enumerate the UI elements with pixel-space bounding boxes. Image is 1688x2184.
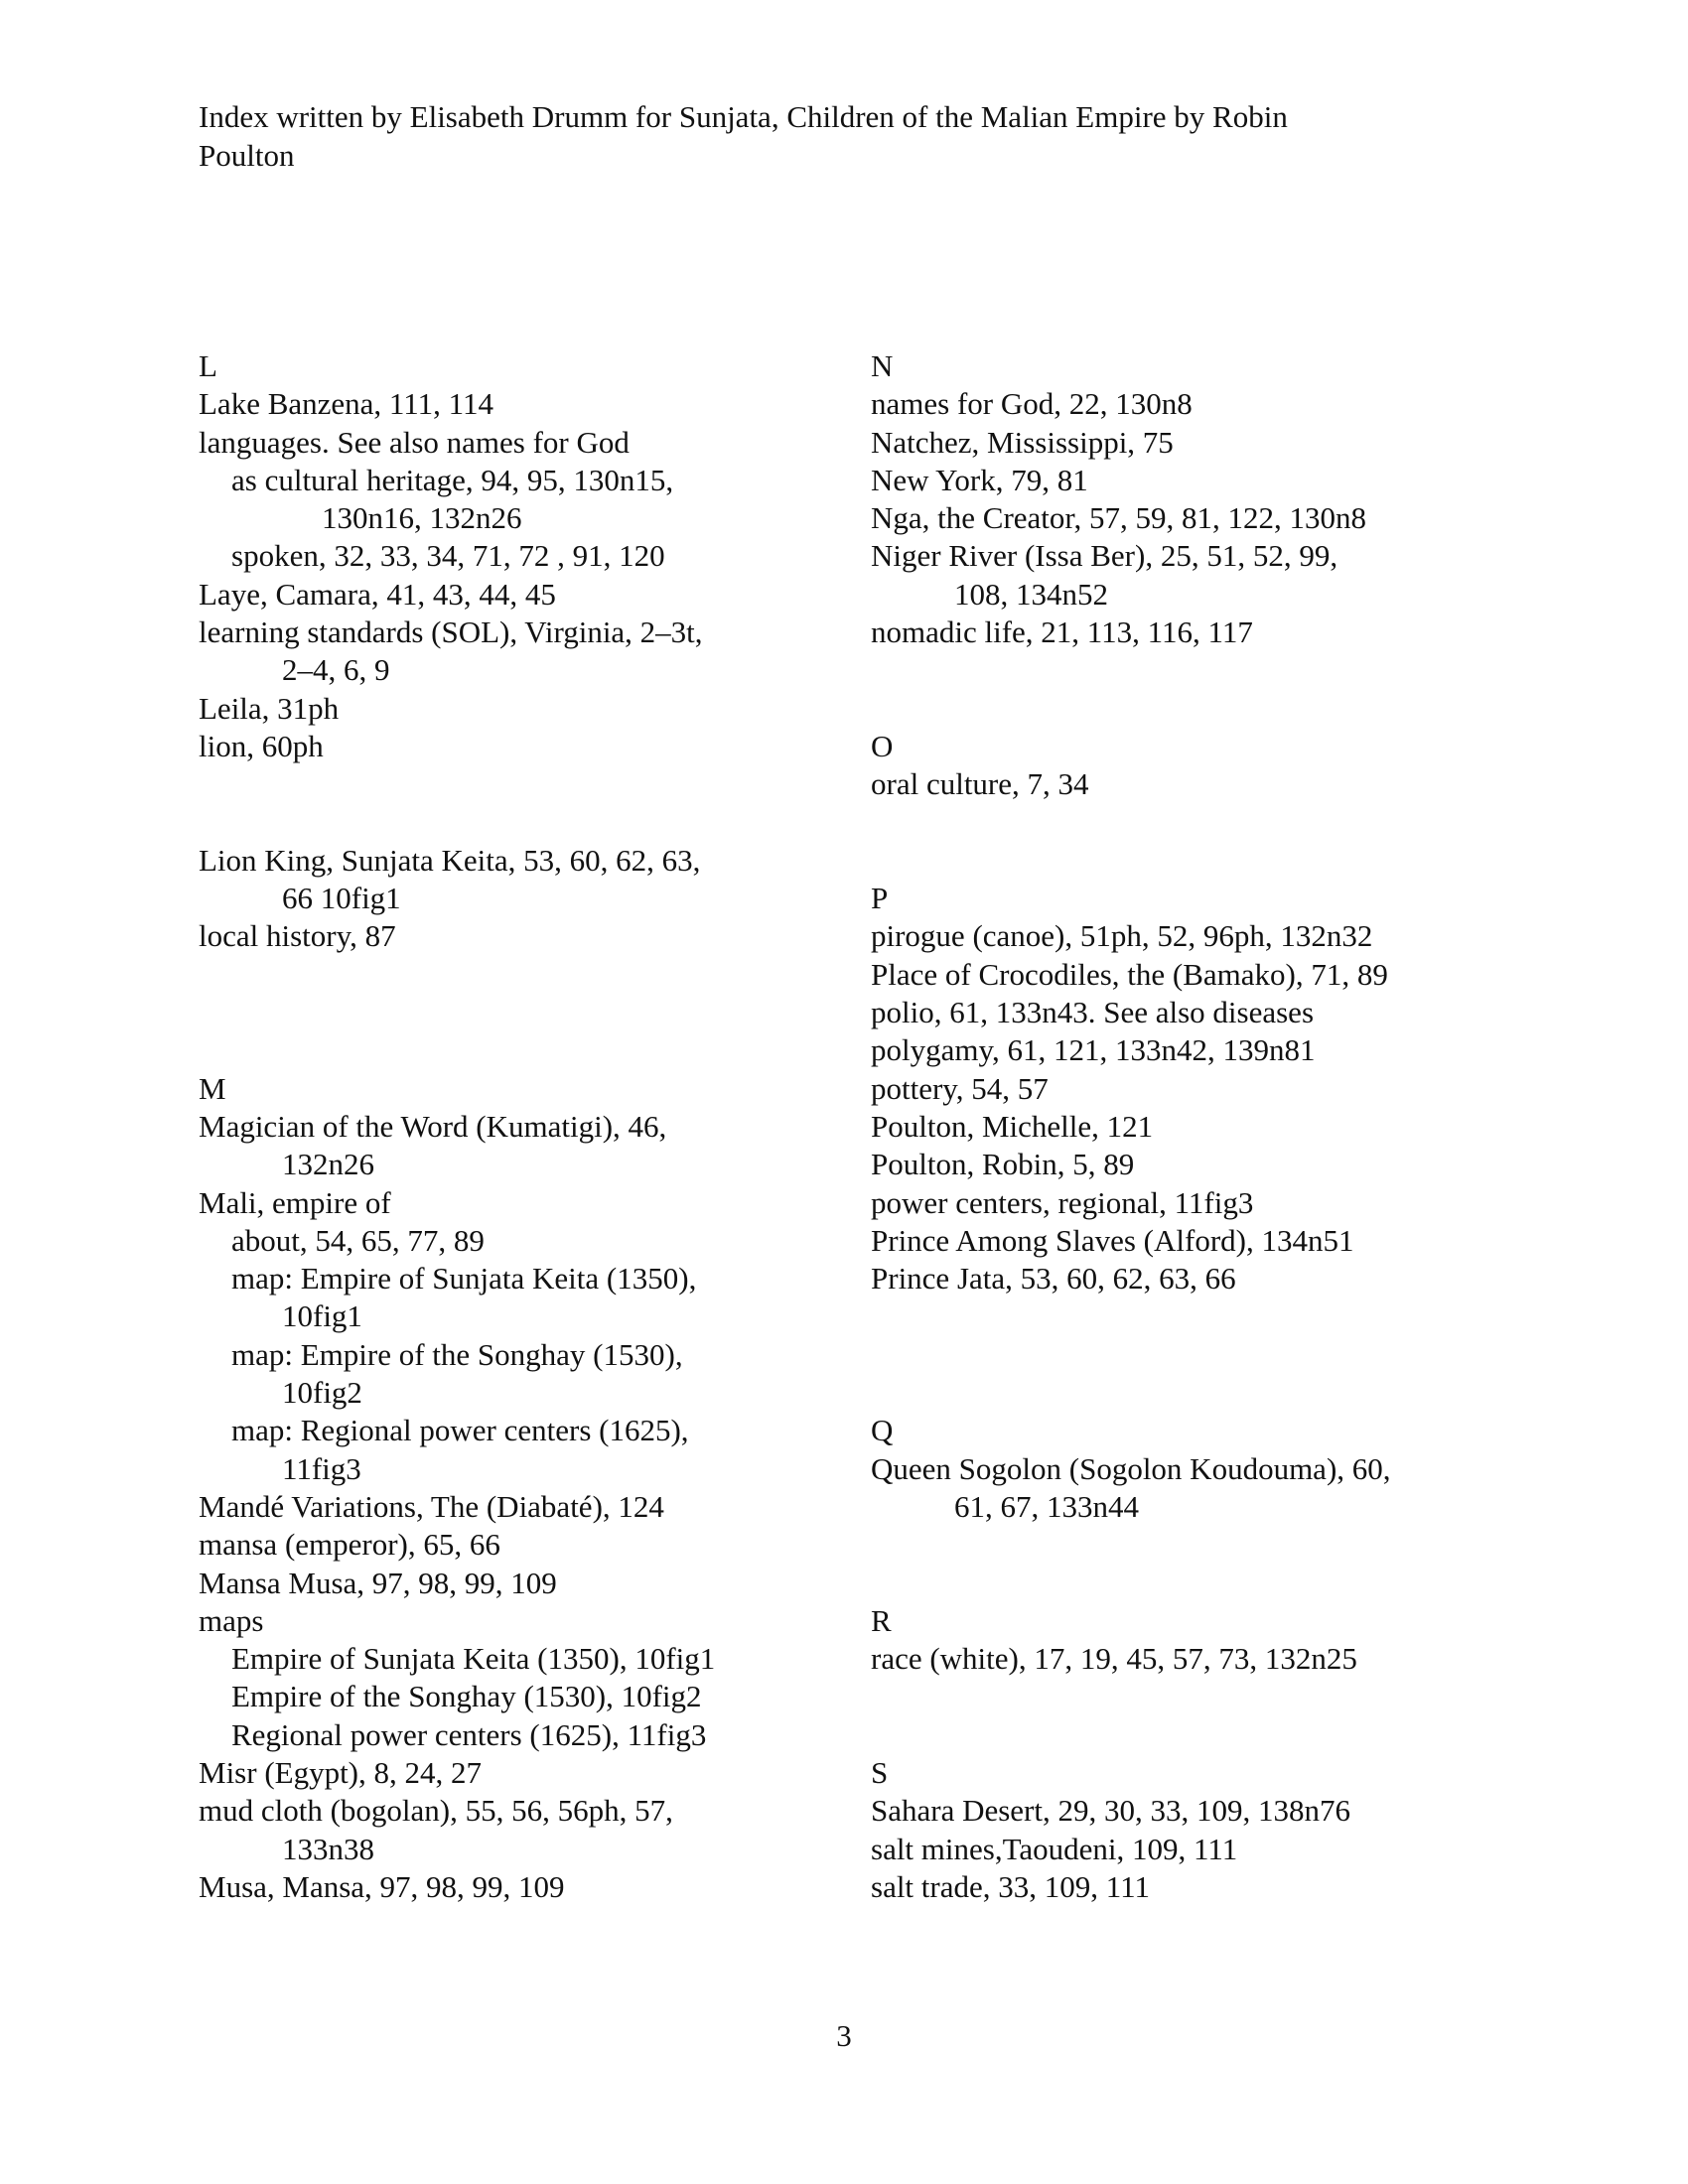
index-entry: Misr (Egypt), 8, 24, 27 [199, 1754, 483, 1790]
blank-line [871, 1716, 1506, 1754]
index-entry: mansa (emperor), 65, 66 [199, 1527, 500, 1563]
index-entry-continuation: 61, 67, 133n44 [954, 1488, 1139, 1524]
blank-line [199, 804, 834, 842]
index-column-left [199, 347, 834, 1906]
index-subentry: spoken, 32, 33, 34, 71, 72 , 91, 120 [231, 538, 665, 574]
blank-line [871, 804, 1506, 842]
index-column-right [871, 347, 1506, 1906]
blank-line [871, 842, 1506, 880]
index-subentry: map: Empire of Sunjata Keita (1350), [231, 1261, 697, 1297]
index-entry: Lake Banzena, 111, 114 [199, 386, 493, 422]
index-subentry: as cultural heritage, 94, 95, 130n15, [231, 462, 674, 497]
index-entry: pottery, 54, 57 [871, 1070, 1049, 1106]
page-number: 3 [836, 2018, 852, 2053]
index-entry: pirogue (canoe), 51ph, 52, 96ph, 132n32 [871, 918, 1373, 954]
index-entry: race (white), 17, 19, 45, 57, 73, 132n25 [871, 1641, 1357, 1677]
index-entry-continuation: 132n26 [282, 1147, 374, 1182]
index-entry: Queen Sogolon (Sogolon Koudouma), 60, [871, 1450, 1391, 1486]
index-entry: lion, 60ph [199, 728, 324, 763]
index-entry: New York, 79, 81 [871, 462, 1088, 497]
index-entry: learning standards (SOL), Virginia, 2–3t, [199, 614, 703, 650]
index-entry: salt trade, 33, 109, 111 [871, 1868, 1150, 1904]
index-entry: Leila, 31ph [199, 690, 340, 726]
index-subentry: about, 54, 65, 77, 89 [231, 1222, 485, 1258]
index-entry: Sahara Desert, 29, 30, 33, 109, 138n76 [871, 1793, 1350, 1829]
index-entry: nomadic life, 21, 113, 116, 117 [871, 614, 1253, 650]
header-line-2: Poulton [199, 138, 295, 173]
index-entry: Niger River (Issa Ber), 25, 51, 52, 99, [871, 538, 1338, 574]
index-entry-continuation: 130n16, 132n26 [322, 500, 522, 536]
section-letter: S [871, 1754, 889, 1790]
index-entry-continuation: 2–4, 6, 9 [282, 652, 390, 688]
index-subentry: Regional power centers (1625), 11fig3 [231, 1716, 707, 1752]
index-entry: salt mines,Taoudeni, 109, 111 [871, 1831, 1238, 1866]
blank-line [871, 1374, 1506, 1412]
blank-line [871, 1526, 1506, 1564]
index-subentry: map: Regional power centers (1625), [231, 1413, 689, 1448]
index-entry-continuation: 11fig3 [282, 1450, 361, 1486]
index-entry-continuation: 66 10fig1 [282, 881, 401, 916]
section-letter: P [871, 881, 889, 916]
index-entry: Mansa Musa, 97, 98, 99, 109 [199, 1565, 557, 1600]
document-header [199, 97, 1489, 175]
index-entry: polio, 61, 133n43. See also diseases [871, 995, 1315, 1030]
index-entry: Mali, empire of [199, 1184, 391, 1220]
blank-line [199, 994, 834, 1031]
index-entry: Laye, Camara, 41, 43, 44, 45 [199, 576, 556, 612]
index-entry: Musa, Mansa, 97, 98, 99, 109 [199, 1868, 565, 1904]
index-entry: Poulton, Michelle, 121 [871, 1108, 1154, 1144]
blank-line [199, 1031, 834, 1069]
index-entry: Mandé Variations, The (Diabaté), 124 [199, 1488, 664, 1524]
index-entry: Place of Crocodiles, the (Bamako), 71, 89 [871, 956, 1388, 992]
index-subentry: map: Empire of the Songhay (1530), [231, 1336, 683, 1372]
section-letter: L [199, 348, 217, 383]
blank-line [871, 1678, 1506, 1715]
blank-line [871, 651, 1506, 689]
section-letter: Q [871, 1413, 894, 1448]
index-entry-continuation: 108, 134n52 [954, 576, 1108, 612]
index-entry: polygamy, 61, 121, 133n42, 139n81 [871, 1032, 1316, 1068]
section-letter: R [871, 1602, 892, 1638]
index-entry: local history, 87 [199, 918, 396, 954]
index-entry: languages. See also names for God [199, 424, 630, 460]
index-entry: Poulton, Robin, 5, 89 [871, 1147, 1135, 1182]
blank-line [199, 765, 834, 803]
section-letter: O [871, 728, 894, 763]
section-letter: M [199, 1070, 226, 1106]
index-entry-continuation: 133n38 [282, 1831, 374, 1866]
index-entry: Magician of the Word (Kumatigi), 46, [199, 1108, 667, 1144]
index-entry: names for God, 22, 130n8 [871, 386, 1193, 422]
index-entry-continuation: 10fig1 [282, 1298, 362, 1334]
blank-line [871, 1336, 1506, 1374]
section-letter: N [871, 348, 894, 383]
index-entry: Lion King, Sunjata Keita, 53, 60, 62, 63, [199, 842, 701, 878]
index-entry: mud cloth (bogolan), 55, 56, 56ph, 57, [199, 1793, 673, 1829]
index-entry: Nga, the Creator, 57, 59, 81, 122, 130n8 [871, 500, 1366, 536]
index-entry: maps [199, 1602, 264, 1638]
blank-line [871, 1297, 1506, 1335]
index-entry: Natchez, Mississippi, 75 [871, 424, 1174, 460]
index-entry-continuation: 10fig2 [282, 1375, 362, 1411]
header-line-1: Index written by Elisabeth Drumm for Sunjata, Children of the Malian Empire by Robin [199, 99, 1288, 134]
index-subentry: Empire of the Songhay (1530), 10fig2 [231, 1679, 702, 1714]
blank-line [871, 1565, 1506, 1602]
index-entry: power centers, regional, 11fig3 [871, 1184, 1254, 1220]
index-entry: Prince Among Slaves (Alford), 134n51 [871, 1222, 1354, 1258]
blank-line [871, 690, 1506, 728]
index-entry: Prince Jata, 53, 60, 62, 63, 66 [871, 1261, 1236, 1297]
index-entry: oral culture, 7, 34 [871, 766, 1089, 802]
blank-line [199, 956, 834, 994]
index-subentry: Empire of Sunjata Keita (1350), 10fig1 [231, 1641, 716, 1677]
